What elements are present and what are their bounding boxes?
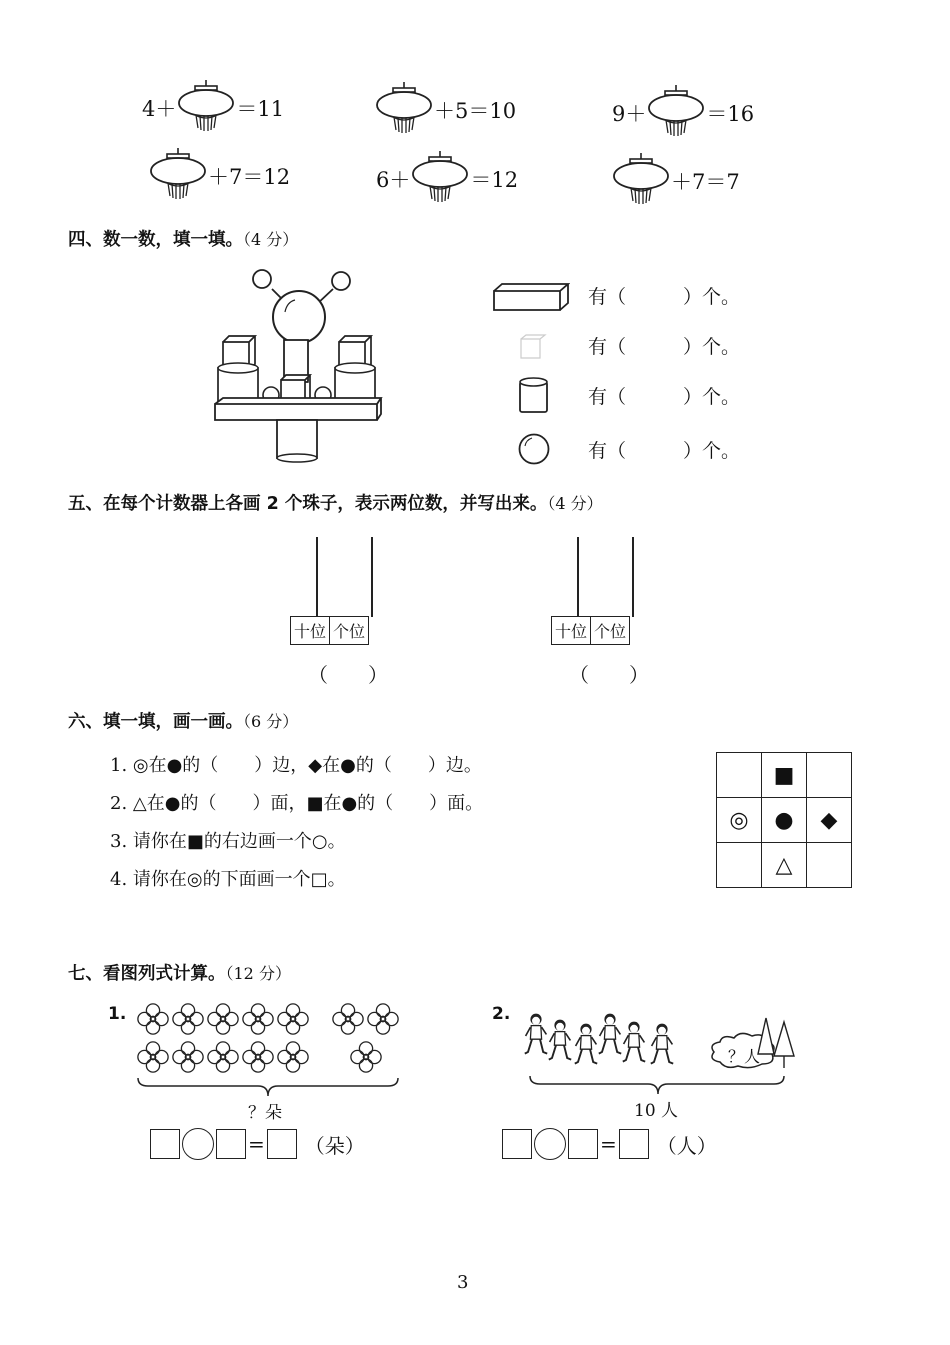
rod-ones[interactable] [371,537,373,617]
block-robot-figure [205,262,390,467]
operator-circle[interactable] [534,1128,566,1160]
cylinder-icon [517,376,551,416]
question-4: 4. 请你在◎的下面画一个□。 [110,869,346,890]
section-6-title: 六、填一填，画一画。（6 分） [68,712,299,732]
sphere-icon [517,432,551,466]
section-4-title: 四、数一数，填一填。（4 分） [68,230,299,250]
equation-4: ＋7＝12 [148,146,290,208]
problem-1 [108,1000,428,1170]
count-cube: 有（ ）个。 [588,336,741,358]
brace [528,1074,788,1098]
problem-number: 2. [492,1004,511,1024]
rod-tens[interactable] [577,537,579,617]
problem-number: 1. [108,1004,127,1024]
equation-3: 9＋ ＝16 [612,83,754,145]
flower-groups [136,1002,436,1082]
count-sphere: 有（ ）个。 [588,440,741,462]
rod-ones[interactable] [632,537,634,617]
grid-cell-dot[interactable]: ● [762,798,807,843]
answer-box[interactable] [619,1129,649,1159]
cube-icon [518,332,548,362]
equation-5: 6＋ ＝12 [376,149,518,211]
section-5-title: 五、在每个计数器上各画 2 个珠子，表示两位数，并写出来。（4 分） [68,494,603,514]
count-cuboid: 有（ ）个。 [588,286,741,308]
grid-cell[interactable] [717,843,762,888]
question-1: 1. ◎在●的（ ）边，◆在●的（ ）边。 [110,755,482,776]
answer-box[interactable] [216,1129,246,1159]
equation-1: 4＋ ＝11 [142,78,284,140]
grid-cell[interactable] [807,843,852,888]
ones-label: 个位 [591,616,630,645]
tens-label: 十位 [551,616,591,645]
lantern-icon[interactable] [176,78,236,140]
ones-label: 个位 [330,616,369,645]
answer-paren[interactable]: （ ） [308,663,388,687]
lantern-icon[interactable] [410,149,470,211]
abacus-2[interactable] [551,537,666,687]
page-number: 3 [457,1272,469,1293]
grid-cell[interactable] [717,753,762,798]
answer-row: = （人） [502,1128,717,1160]
grid-cell-triangle[interactable]: △ [762,843,807,888]
answer-row: = （朵） [150,1128,365,1160]
cloud-label: ？人 [728,1047,761,1066]
equation-6: ＋7＝7 [611,151,740,213]
equations [0,0,950,220]
position-grid [716,752,852,888]
answer-box[interactable] [502,1129,532,1159]
lantern-icon[interactable] [148,146,208,208]
grid-cell[interactable] [807,753,852,798]
answer-box[interactable] [568,1129,598,1159]
brace-label: 10 人 [634,1101,679,1121]
answer-box[interactable] [267,1129,297,1159]
grid-cell-square[interactable]: ■ [762,753,807,798]
abacus-label-row [290,616,369,645]
brace [136,1076,400,1100]
answer-paren[interactable]: （ ） [569,663,649,687]
shape-count-list [490,276,790,466]
problem-2 [492,1000,812,1170]
abacus-1[interactable] [290,537,405,687]
question-3: 3. 请你在■的右边画一个○。 [110,831,346,852]
count-cylinder: 有（ ）个。 [588,386,741,408]
operator-circle[interactable] [182,1128,214,1160]
unit-label: （人） [656,1133,717,1158]
lantern-icon[interactable] [611,151,671,213]
lantern-icon[interactable] [374,80,434,142]
unit-label: （朵） [304,1133,365,1158]
equation-2: ＋5＝10 [374,80,516,142]
flower-icon [138,1004,168,1034]
grid-cell-double-circle[interactable]: ◎ [717,798,762,843]
section-7-title: 七、看图列式计算。（12 分） [68,964,291,984]
question-2: 2. △在●的（ ）面，■在●的（ ）面。 [110,793,484,814]
lantern-icon[interactable] [646,83,706,145]
rod-tens[interactable] [316,537,318,617]
grid-cell-diamond[interactable]: ◆ [807,798,852,843]
brace-label: ？朵 [248,1103,282,1123]
abacus-label-row [551,616,630,645]
cuboid-icon [492,282,570,312]
answer-box[interactable] [150,1129,180,1159]
tens-label: 十位 [290,616,330,645]
